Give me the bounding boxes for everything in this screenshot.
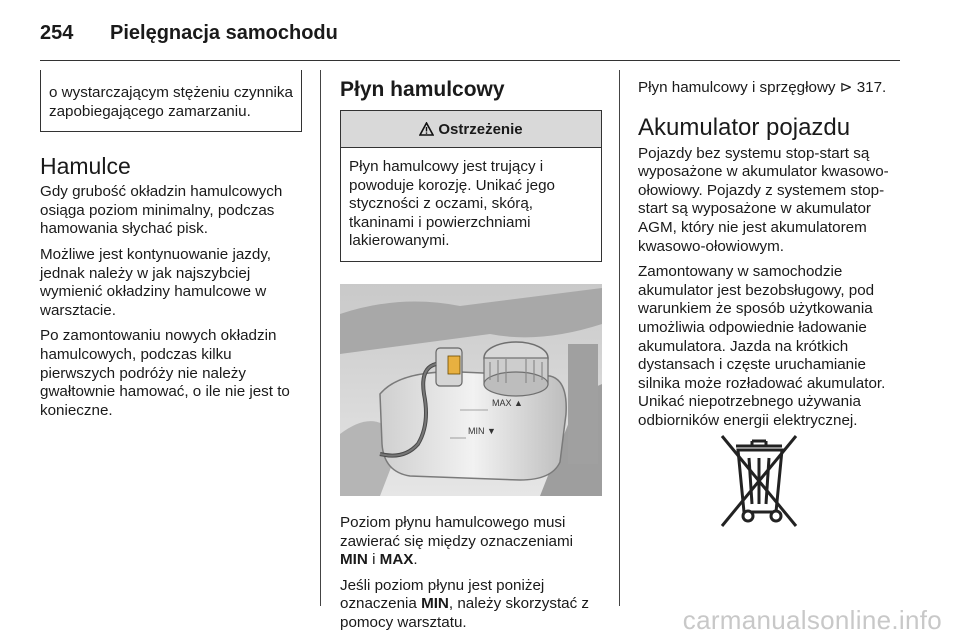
brake-fluid-reservoir-photo (340, 284, 602, 496)
paragraph: Pojazdy bez systemu stop-start są wyposażone w akumulator kwasowo-ołowiowy. Pojazdy z systemem stop-start są wyposażone w akumulator AGM, który nie jest akumulatorem kwasowo-ołowiowym. (638, 144, 889, 255)
column-divider (619, 70, 620, 606)
min-mark-label: MIN ▼ (468, 425, 496, 436)
warning-title: Ostrzeżenie (438, 120, 523, 138)
continued-box: o wystarczającym stężeniu czynnika zapobiegającego zamarzaniu. (40, 70, 302, 132)
warning-text: Płyn hamulcowy jest trujący i powoduje korozję. Unikać jego styczności z oczami, skórą, tkaninami i powierzchniami lakierowanymi. (349, 158, 555, 250)
column-divider (320, 70, 321, 606)
cross-reference: Płyn hamulcowy i sprzęgłowy ⊳ 317. (638, 78, 887, 96)
warning-triangle-icon (419, 122, 434, 136)
warning-box (340, 110, 602, 262)
section-heading-brakes: Hamulce (40, 153, 131, 180)
warning-header (341, 111, 601, 148)
column-1 (40, 70, 302, 427)
column-3 (638, 70, 900, 438)
paragraph-below-min: Jeśli poziom płynu jest poniżej oznaczenia MIN, należy skorzystać z pomocy warsztatu. (340, 576, 590, 631)
column-2 (340, 70, 602, 640)
paragraph: Możliwe jest kontynuowanie jazdy, jednak należy w jak najszybciej wymienić okładziny hamulcowe w warsztacie. (40, 245, 272, 319)
paragraph: Zamontowany w samochodzie akumulator jest bezobsługowy, pod warunkiem że sposób użytkowania umożliwia odpowiednie ładowanie akumulatora. Jazda na krótkich dystansach i częste uruchamianie silnika może rozładować akumulator. Unikać niepotrzebnego używania odbiorników energii elektrycznej. (638, 263, 886, 429)
paragraph-level: Poziom płynu hamulcowego musi zawierać się między oznaczeniami MIN i MAX. (340, 513, 573, 569)
section-heading-brake-fluid: Płyn hamulcowy (340, 78, 505, 101)
max-mark-label: MAX ▲ (492, 397, 523, 408)
paragraph: Po zamontowaniu nowych okładzin hamulcowych, podczas kilku pierwszych podróży nie należy gwałtownie hamować, o ile nie jest to konieczne. (40, 327, 290, 419)
page-number: 254 (40, 22, 74, 44)
paragraph: Gdy grubość okładzin hamulcowych osiąga poziom minimalny, podczas hamowania słychać pisk. (40, 183, 283, 238)
cross-ref-arrow-icon: ⊳ (839, 78, 853, 96)
watermark: carmanualsonline.info (682, 605, 942, 635)
page-title: Pielęgnacja samochodu (110, 22, 338, 44)
header-rule (40, 60, 900, 61)
section-heading-battery: Akumulator pojazdu (638, 113, 851, 141)
crossed-out-bin-icon (714, 430, 804, 532)
page-header (40, 22, 338, 45)
